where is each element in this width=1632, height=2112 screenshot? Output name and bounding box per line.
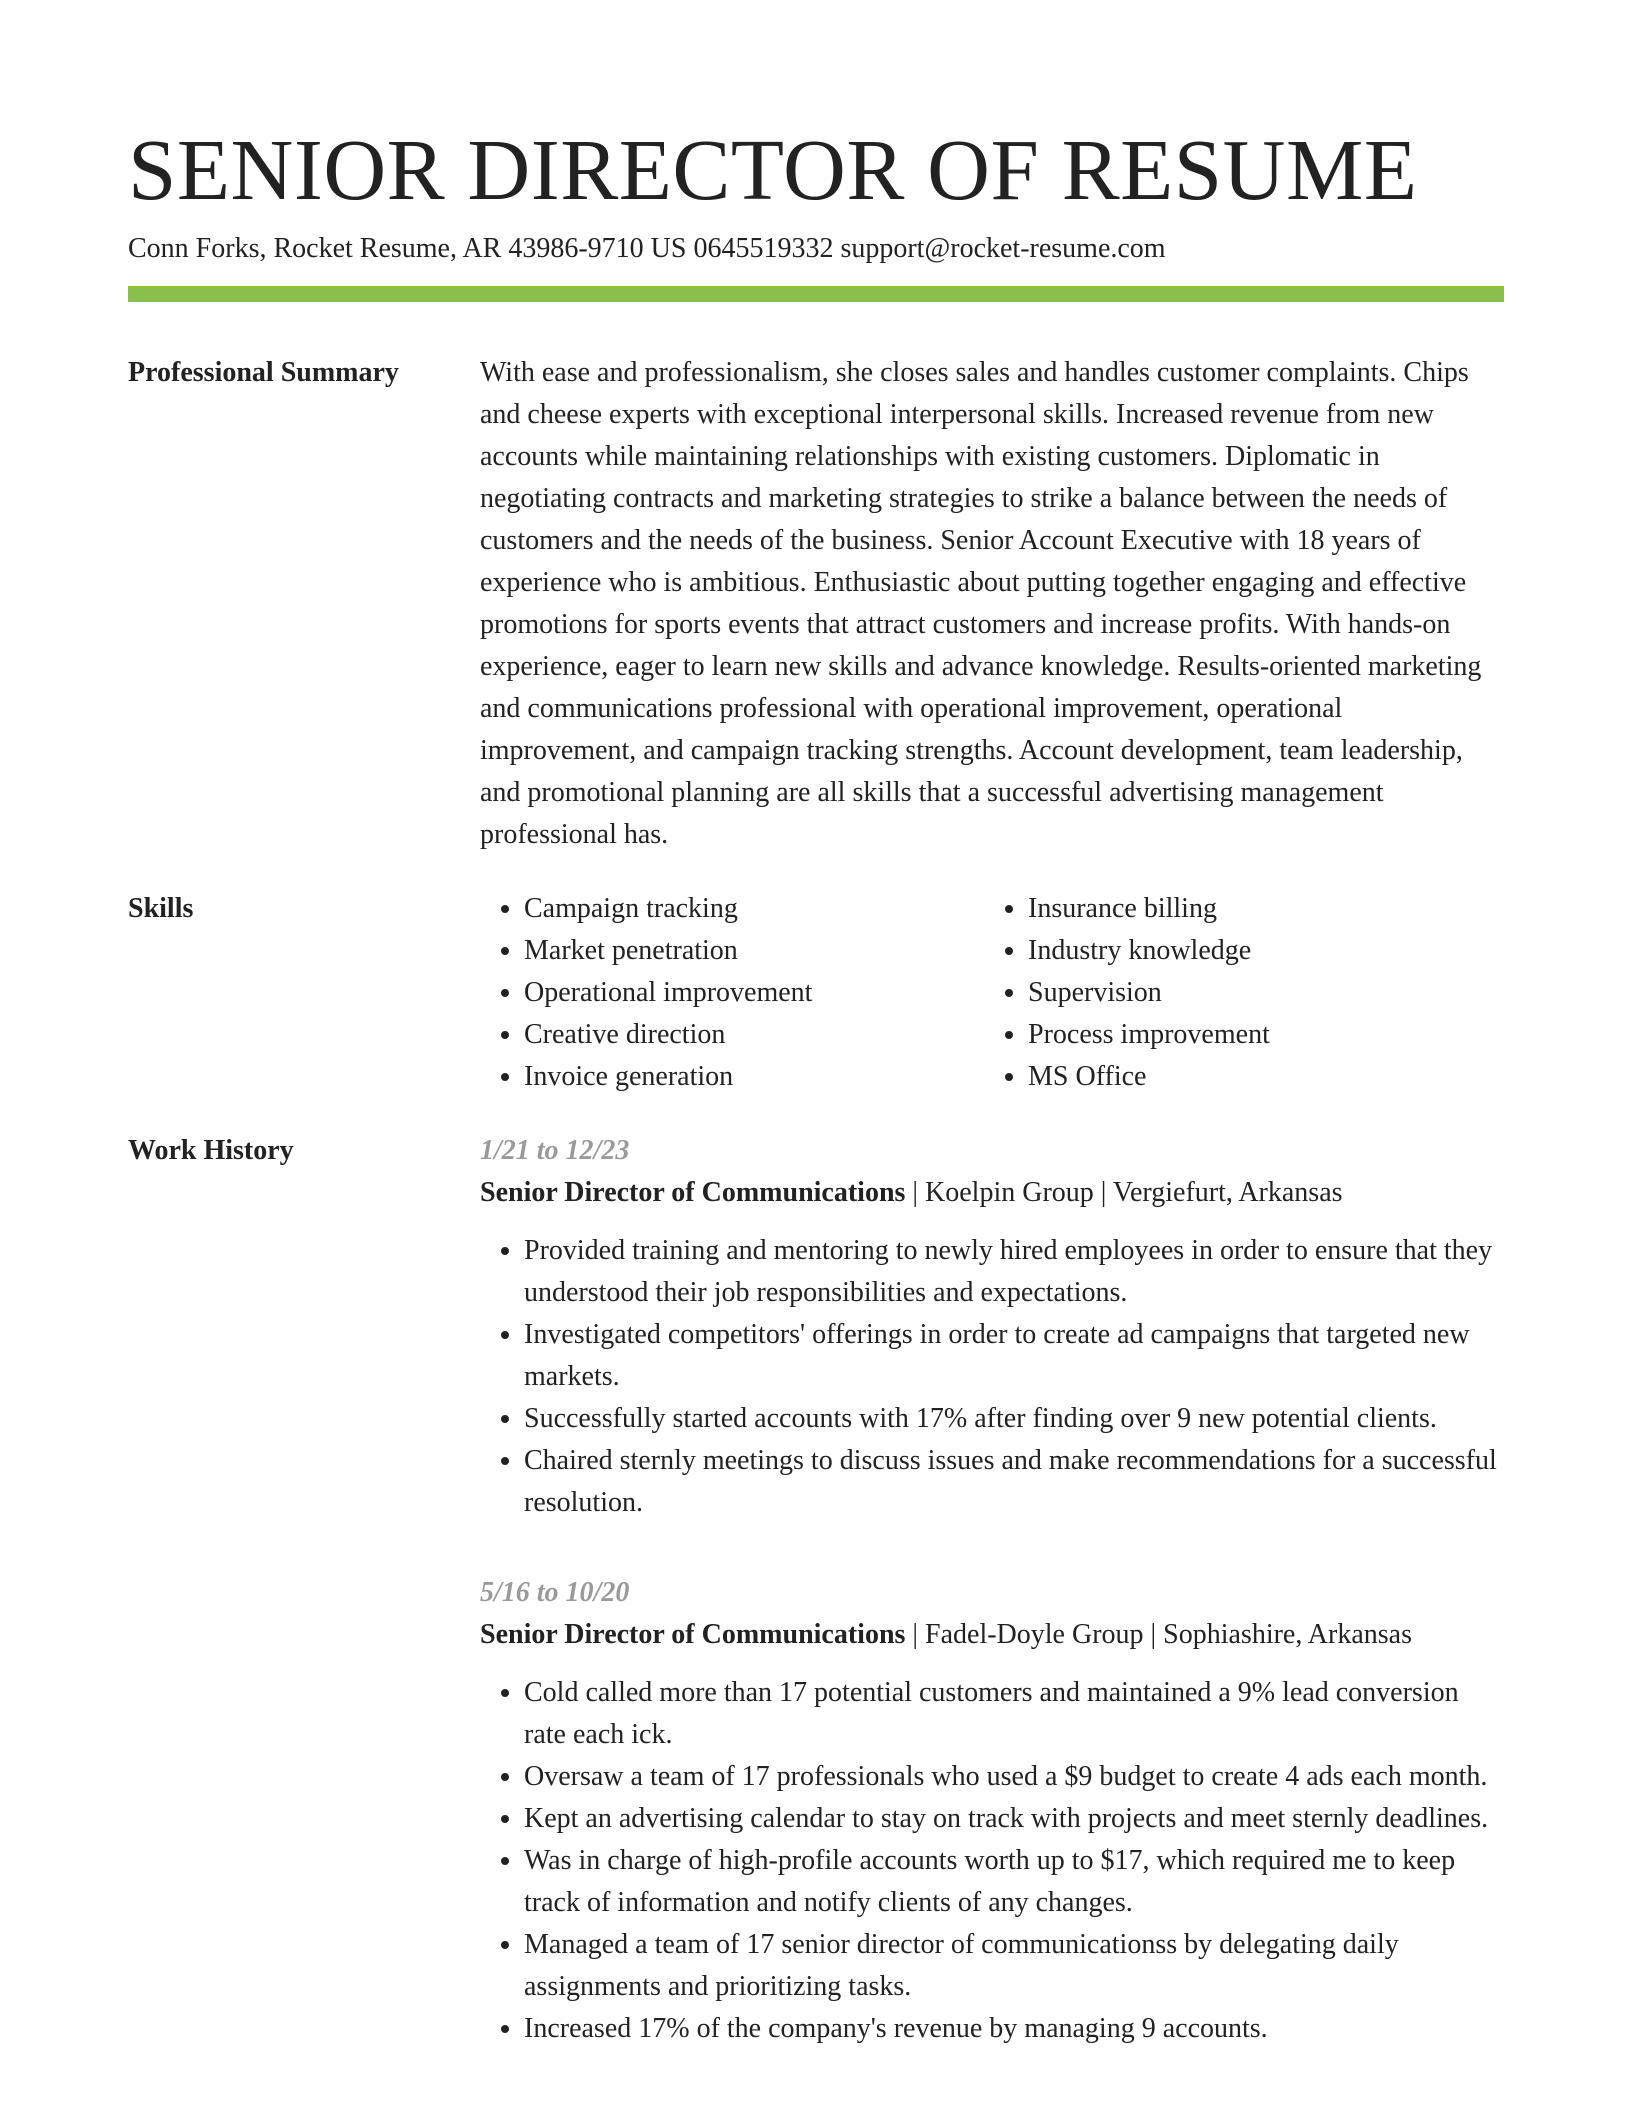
section-label-skills: Skills [128,893,194,924]
skill-item: • Creative direction [524,1014,984,1056]
job-bullet-list [480,1672,1504,2050]
accent-divider [128,286,1504,302]
summary-text: With ease and professionalism, she closes sales and handles customer complaints. Chips and cheese experts with exceptional interpersonal skills. Increased revenue from new accounts while maintaining relationships with existing customers. Diplomatic in negotiating contracts and marketing strategies to strike a balance between the needs of customers and the needs of the business. Senior Account Executive with 18 years of experience who is ambitious. Enthusiastic about putting together engaging and effective promotions for sports events that attract customers and increase profits. With hands-on experience, eager to learn new skills and advance knowledge. Results-oriented marketing and communications professional with operational improvement, operational improvement, and campaign tracking strengths. Account development, team leadership, and promotional planning are all skills that a successful advertising management professional has. [480,357,1482,850]
job-bullet: • Managed a team of 17 senior director of communicationss by delegating daily assignments and prioritizing tasks. [524,1924,1504,2008]
skill-item: • MS Office [1028,1056,1488,1098]
contact-line: Conn Forks, Rocket Resume, AR 43986-9710 US 0645519332 support@rocket-resume.com [128,233,1166,264]
job-details: | Fadel-Doyle Group | Sophiashire, Arkansas [905,1619,1412,1650]
job-bullet: • Was in charge of high-profile accounts worth up to $17, which required me to keep track of information and notify clients of any changes. [524,1840,1504,1924]
skills-list-left [480,888,984,1098]
skill-item: • Market penetration [524,930,984,972]
skills-columns [480,888,1504,1098]
skill-item: • Process improvement [1028,1014,1488,1056]
work-body [480,1130,1504,2098]
resume-title: SENIOR DIRECTOR OF RESUME [128,121,1418,218]
job-title: Senior Director of Communications [480,1177,906,1208]
resume-page [128,0,1504,2098]
job-bullet: • Successfully started accounts with 17% after finding over 9 new potential clients. [524,1398,1504,1440]
job-details: | Koelpin Group | Vergiefurt, Arkansas [905,1177,1343,1208]
job-bullet: • Oversaw a team of 17 professionals who used a $9 budget to create 4 ads each month. [524,1756,1504,1798]
skill-item: • Operational improvement [524,972,984,1014]
section-label-work: Work History [128,1135,294,1166]
job-entry [480,1130,1504,1524]
job-bullet: • Kept an advertising calendar to stay on track with projects and meet sternly deadlines. [524,1798,1504,1840]
job-bullet: • Chaired sternly meetings to discuss issues and make recommendations for a successful resolution. [524,1440,1504,1524]
job-title: Senior Director of Communications [480,1619,906,1650]
skill-item: • Supervision [1028,972,1488,1014]
job-bullet: • Investigated competitors' offerings in order to create ad campaigns that targeted new markets. [524,1314,1504,1398]
job-heading [480,1614,1504,1656]
work-history-section [128,1130,1504,2098]
skills-section [128,888,1504,1098]
job-bullet: • Increased 17% of the company's revenue by managing 9 accounts. [524,2008,1504,2050]
job-bullet: • Provided training and mentoring to newly hired employees in order to ensure that they understood their job responsibilities and expectations. [524,1230,1504,1314]
skill-item: • Insurance billing [1028,888,1488,930]
summary-body [480,352,1504,856]
job-bullet: • Cold called more than 17 potential customers and maintained a 9% lead conversion rate each ick. [524,1672,1504,1756]
job-dates: 5/16 to 10/20 [480,1577,630,1608]
skill-item: • Campaign tracking [524,888,984,930]
skills-list-right [984,888,1488,1098]
professional-summary-section [128,352,1504,856]
job-entry [480,1572,1504,2050]
section-label-summary: Professional Summary [128,357,399,388]
job-dates: 1/21 to 12/23 [480,1135,630,1166]
job-bullet-list [480,1230,1504,1524]
skill-item: • Invoice generation [524,1056,984,1098]
job-heading [480,1172,1504,1214]
skill-item: • Industry knowledge [1028,930,1488,972]
